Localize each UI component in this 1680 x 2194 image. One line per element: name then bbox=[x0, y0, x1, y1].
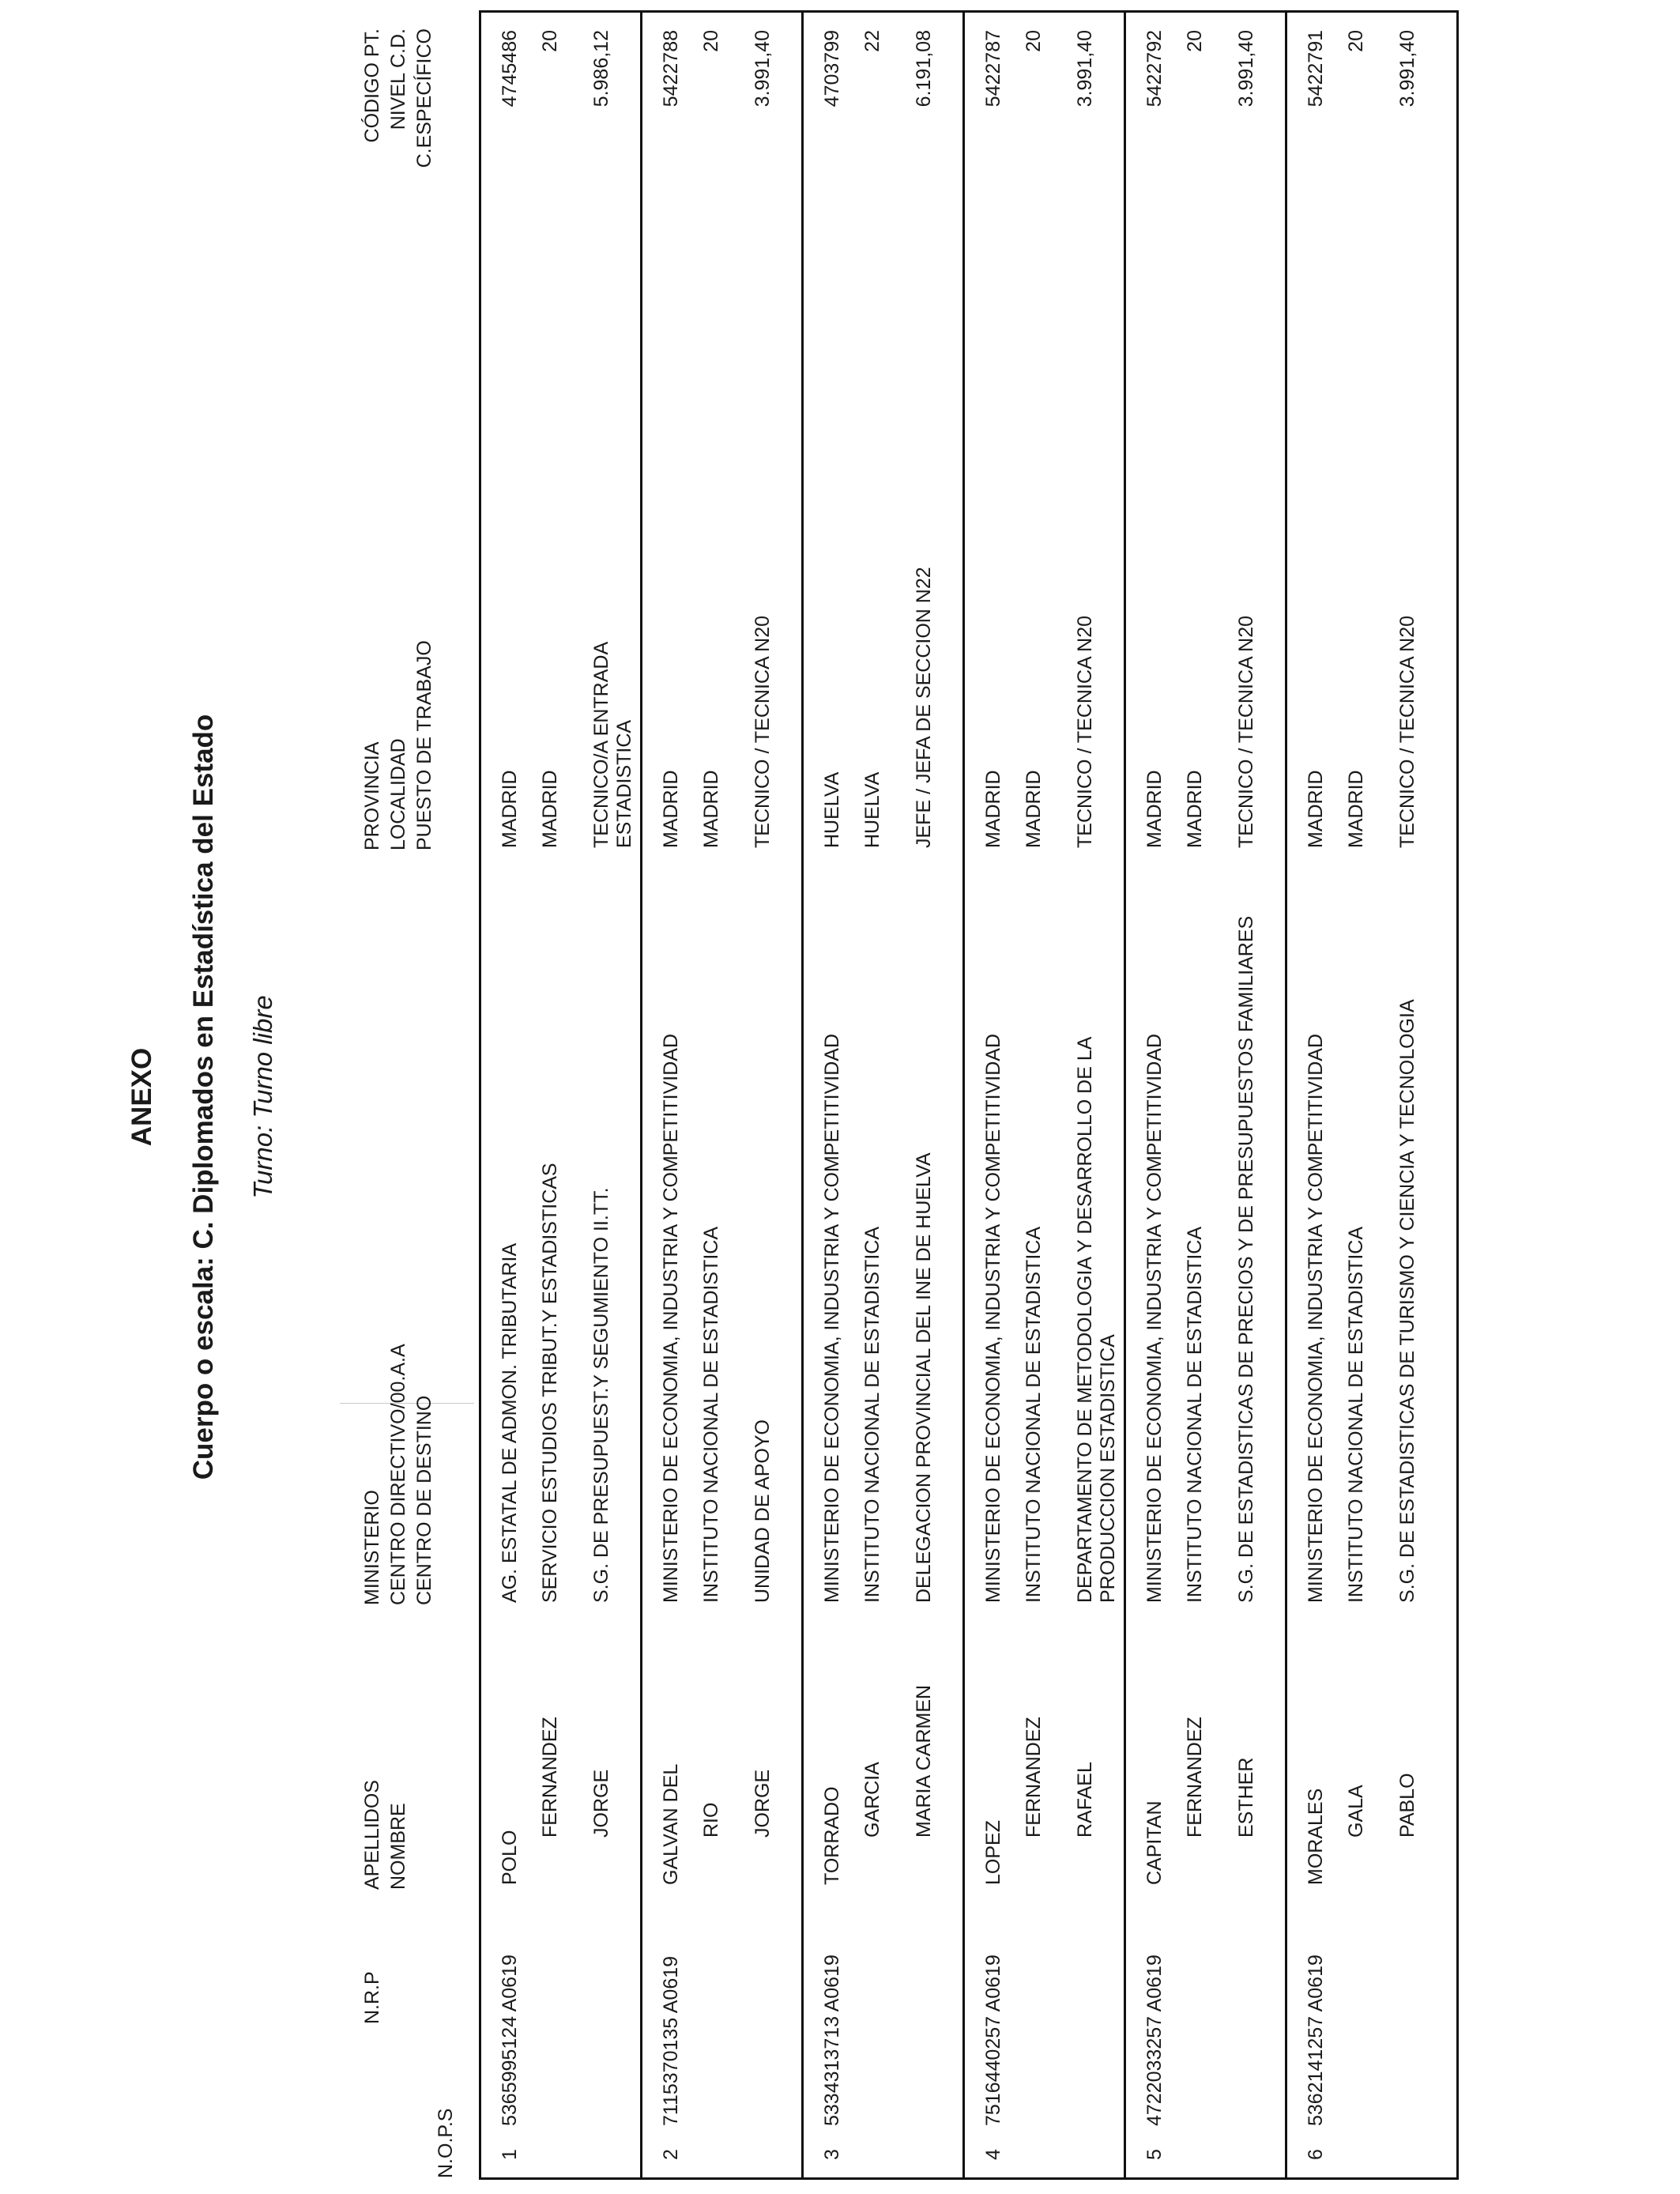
row-code-line: 5422791 bbox=[1305, 30, 1327, 107]
row-center-line: INSTITUTO NACIONAL DE ESTADISTICA bbox=[700, 1227, 722, 1603]
col-header-nops: N.O.P.S bbox=[435, 2108, 457, 2178]
row-name-line: ESTHER bbox=[1235, 1757, 1257, 1838]
row-name-line: FERNANDEZ bbox=[1184, 1717, 1206, 1838]
row-name-line: JORGE bbox=[751, 1769, 774, 1838]
row-name-line: GALA bbox=[1345, 1785, 1367, 1838]
row-name-line: FERNANDEZ bbox=[1023, 1717, 1045, 1838]
row-code-line: 3.991,40 bbox=[1235, 30, 1257, 107]
row-place-line: TECNICO / TECNICA N20 bbox=[1396, 615, 1418, 848]
row-code-line: 5422788 bbox=[660, 30, 682, 107]
row-center-line: SERVICIO ESTUDIOS TRIBUT.Y ESTADISTICAS bbox=[539, 1163, 561, 1603]
col-header-codigo: CÓDIGO PT. NIVEL C.D. C.ESPECÍFICO bbox=[361, 28, 435, 168]
row-nops: 2 bbox=[660, 2149, 682, 2160]
row-code-line: 20 bbox=[539, 30, 561, 52]
row-nrp: 5365995124 A0619 bbox=[499, 1955, 521, 2126]
row-center-line: INSTITUTO NACIONAL DE ESTADISTICA bbox=[1184, 1227, 1206, 1603]
row-center-line: MINISTERIO DE ECONOMIA, INDUSTRIA Y COMPETITIVIDAD bbox=[982, 1034, 1004, 1603]
row-place-line: HUELVA bbox=[821, 771, 843, 848]
row-divider bbox=[801, 13, 804, 2177]
row-name-line: RIO bbox=[700, 1802, 722, 1838]
row-place-line: TECNICO / TECNICA N20 bbox=[1074, 615, 1096, 848]
row-name-line: MORALES bbox=[1305, 1788, 1327, 1885]
row-center-line: MINISTERIO DE ECONOMIA, INDUSTRIA Y COMPETITIVIDAD bbox=[821, 1034, 843, 1603]
row-code-line: 4745486 bbox=[499, 30, 521, 107]
row-center-line: MINISTERIO DE ECONOMIA, INDUSTRIA Y COMPETITIVIDAD bbox=[1143, 1034, 1166, 1603]
row-name-line: RAFAEL bbox=[1074, 1762, 1096, 1838]
row-center-line: DELEGACION PROVINCIAL DEL INE DE HUELVA bbox=[913, 1152, 935, 1603]
row-code-line: 3.991,40 bbox=[751, 30, 774, 107]
row-code-line: 5.986,12 bbox=[590, 30, 612, 107]
col-header-nrp: N.R.P bbox=[361, 1971, 383, 2024]
row-nrp: 5362141257 A0619 bbox=[1305, 1955, 1327, 2126]
row-nrp: 7516440257 A0619 bbox=[982, 1955, 1004, 2126]
document-title: ANEXO bbox=[126, 1047, 157, 1147]
row-place-line: MADRID bbox=[539, 770, 561, 848]
document-subtitle: Cuerpo o escala: C. Diplomados en Estadística del Estado bbox=[188, 714, 219, 1480]
row-nops: 5 bbox=[1143, 2149, 1166, 2160]
row-divider bbox=[640, 13, 642, 2177]
row-nops: 6 bbox=[1305, 2149, 1327, 2160]
row-code-line: 20 bbox=[1184, 30, 1206, 52]
row-name-line: TORRADO bbox=[821, 1786, 843, 1885]
row-name-line: GARCIA bbox=[861, 1762, 883, 1838]
row-name-line: GALVAN DEL bbox=[660, 1763, 682, 1885]
row-place-line: MADRID bbox=[1184, 770, 1206, 848]
row-name-line: FERNANDEZ bbox=[539, 1717, 561, 1838]
row-place-line: MADRID bbox=[700, 770, 722, 848]
row-place-line: HUELVA bbox=[861, 771, 883, 848]
row-nops: 4 bbox=[982, 2149, 1004, 2160]
row-code-line: 20 bbox=[1023, 30, 1045, 52]
row-place-line: MADRID bbox=[1143, 770, 1166, 848]
row-code-line: 6.191,08 bbox=[913, 30, 935, 107]
row-nops: 3 bbox=[821, 2149, 843, 2160]
col-header-provincia: PROVINCIA LOCALIDAD PUESTO DE TRABAJO bbox=[361, 640, 435, 850]
row-code-line: 20 bbox=[1345, 30, 1367, 52]
row-place-line: TECNICO / TECNICA N20 bbox=[751, 615, 774, 848]
row-name-line: JORGE bbox=[590, 1769, 612, 1838]
row-place-line: MADRID bbox=[982, 770, 1004, 848]
row-center-line: INSTITUTO NACIONAL DE ESTADISTICA bbox=[861, 1227, 883, 1603]
anexo-table bbox=[479, 10, 1459, 2180]
row-name-line: PABLO bbox=[1396, 1773, 1418, 1838]
row-nrp: 7115370135 A0619 bbox=[660, 1955, 682, 2126]
row-center-line: INSTITUTO NACIONAL DE ESTADISTICA bbox=[1345, 1227, 1367, 1603]
row-center-line: UNIDAD DE APOYO bbox=[751, 1419, 774, 1603]
row-code-line: 3.991,40 bbox=[1396, 30, 1418, 107]
row-place-line: MADRID bbox=[499, 770, 521, 848]
row-center-line: DEPARTAMENTO DE METODOLOGIA Y DESARROLLO DE LA PRODUCCION ESTADISTICA bbox=[1074, 1037, 1119, 1603]
row-place-line: TECNICO/A ENTRADA ESTADISTICA bbox=[590, 643, 635, 848]
row-place-line: MADRID bbox=[660, 770, 682, 848]
row-nrp: 4722033257 A0619 bbox=[1143, 1955, 1166, 2126]
row-place-line: MADRID bbox=[1023, 770, 1045, 848]
row-center-line: AG. ESTATAL DE ADMON. TRIBUTARIA bbox=[499, 1242, 521, 1603]
row-name-line: CAPITAN bbox=[1143, 1800, 1166, 1885]
row-divider bbox=[962, 13, 965, 2177]
col-header-ministerio: MINISTERIO CENTRO DIRECTIVO/00.A.A CENTRO DE DESTINO bbox=[361, 1344, 435, 1605]
row-place-line: TECNICO / TECNICA N20 bbox=[1235, 615, 1257, 848]
row-divider bbox=[1285, 13, 1287, 2177]
row-code-line: 3.991,40 bbox=[1074, 30, 1096, 107]
row-center-line: S.G. DE PRESUPUEST.Y SEGUMIENTO II.TT. bbox=[590, 1187, 612, 1603]
row-code-line: 5422787 bbox=[982, 30, 1004, 107]
row-nrp: 5334313713 A0619 bbox=[821, 1955, 843, 2126]
row-place-line: MADRID bbox=[1345, 770, 1367, 848]
row-center-line: INSTITUTO NACIONAL DE ESTADISTICA bbox=[1023, 1227, 1045, 1603]
row-name-line: LOPEZ bbox=[982, 1820, 1004, 1885]
row-center-line: MINISTERIO DE ECONOMIA, INDUSTRIA Y COMPETITIVIDAD bbox=[1305, 1034, 1327, 1603]
row-place-line: JEFE / JEFA DE SECCION N22 bbox=[913, 567, 935, 848]
row-code-line: 4703799 bbox=[821, 30, 843, 107]
col-header-apellidos: APELLIDOS NOMBRE bbox=[361, 1780, 409, 1890]
turno-label: Turno: Turno libre bbox=[248, 995, 277, 1199]
row-center-line: S.G. DE ESTADISTICAS DE TURISMO Y CIENCIA Y TECNOLOGIA bbox=[1396, 999, 1418, 1603]
row-code-line: 20 bbox=[700, 30, 722, 52]
row-center-line: MINISTERIO DE ECONOMIA, INDUSTRIA Y COMPETITIVIDAD bbox=[660, 1034, 682, 1603]
row-code-line: 5422792 bbox=[1143, 30, 1166, 107]
row-place-line: MADRID bbox=[1305, 770, 1327, 848]
row-code-line: 22 bbox=[861, 30, 883, 52]
row-center-line: S.G. DE ESTADISTICAS DE PRECIOS Y DE PRESUPUESTOS FAMILIARES bbox=[1235, 915, 1257, 1603]
row-name-line: MARIA CARMEN bbox=[913, 1684, 935, 1838]
row-name-line: POLO bbox=[499, 1830, 521, 1885]
row-divider bbox=[1124, 13, 1126, 2177]
row-nops: 1 bbox=[499, 2149, 521, 2160]
